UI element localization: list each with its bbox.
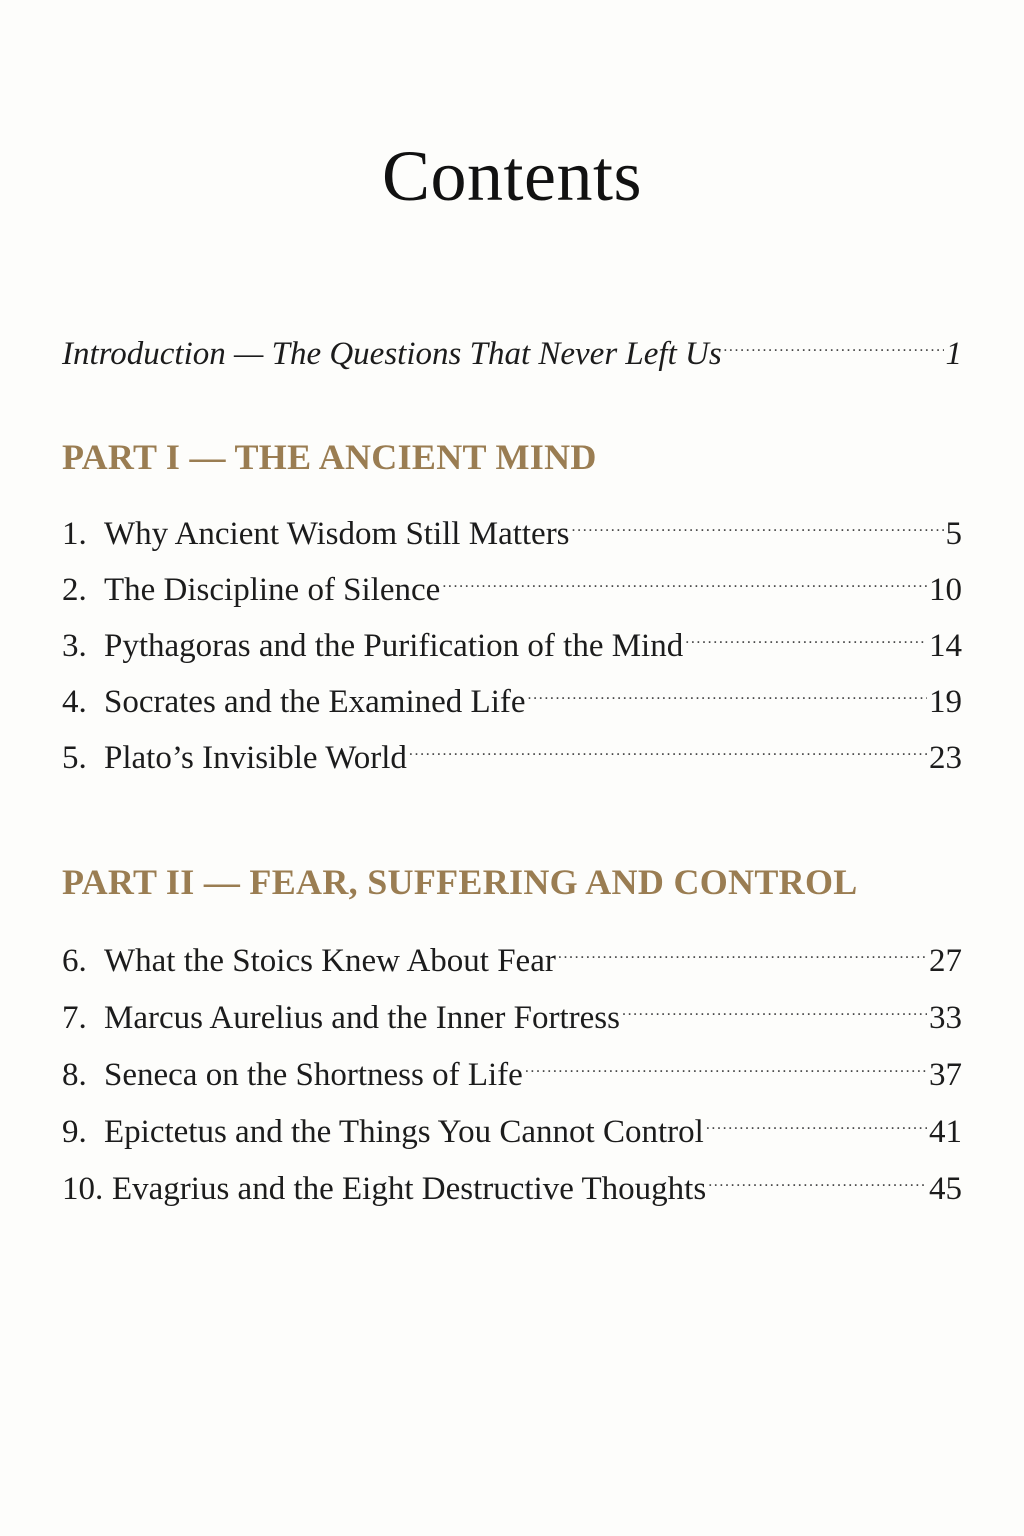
chapter-page: 14 — [929, 628, 962, 664]
toc-entry-introduction[interactable] — [62, 320, 962, 372]
toc-entry[interactable] — [62, 556, 962, 608]
chapter-page: 41 — [929, 1114, 962, 1150]
chapter-page: 33 — [929, 1000, 962, 1036]
part-heading: PART I — THE ANCIENT MIND — [62, 437, 597, 477]
chapter-page: 5 — [945, 516, 962, 552]
chapter-title: Epictetus and the Things You Cannot Control — [104, 1114, 704, 1150]
toc-entry[interactable] — [62, 668, 962, 720]
toc-entry[interactable] — [62, 927, 962, 979]
chapter-title: Pythagoras and the Purification of the Mind — [104, 628, 684, 664]
chapter-page: 37 — [929, 1057, 962, 1093]
chapter-number: 3. — [62, 628, 87, 664]
dot-leader — [525, 1041, 927, 1085]
chapter-page: 10 — [929, 572, 962, 608]
chapter-page: 19 — [929, 684, 962, 720]
chapter-number: 6. — [62, 943, 87, 979]
chapter-title: Plato’s Invisible World — [104, 740, 407, 776]
chapter-number: 9. — [62, 1114, 87, 1150]
chapter-number: 2. — [62, 572, 87, 608]
dot-leader — [442, 556, 927, 600]
chapter-number: 10. — [62, 1171, 104, 1207]
dot-leader — [572, 500, 944, 544]
chapter-number: 5. — [62, 740, 87, 776]
dot-leader — [724, 320, 944, 364]
dot-leader — [409, 724, 927, 768]
toc-entry[interactable] — [62, 724, 962, 776]
chapter-title: Evagrius and the Eight Destructive Thoughts — [112, 1171, 707, 1207]
chapter-number: 7. — [62, 1000, 87, 1036]
part-heading: PART II — FEAR, SUFFERING AND CONTROL — [62, 862, 858, 902]
toc-entry[interactable] — [62, 500, 962, 552]
page-title: Contents — [381, 136, 642, 216]
chapter-title: Marcus Aurelius and the Inner Fortress — [104, 1000, 620, 1036]
toc-entry[interactable] — [62, 1155, 962, 1207]
toc-entry[interactable] — [62, 984, 962, 1036]
dot-leader — [622, 984, 927, 1028]
dot-leader — [528, 668, 927, 712]
toc-entry[interactable] — [62, 612, 962, 664]
dot-leader — [706, 1098, 927, 1142]
dot-leader — [708, 1155, 927, 1199]
chapter-number: 8. — [62, 1057, 87, 1093]
chapter-title: Why Ancient Wisdom Still Matters — [104, 516, 570, 552]
chapter-page: 23 — [929, 740, 962, 776]
chapter-number: 1. — [62, 516, 87, 552]
chapter-title: The Discipline of Silence — [104, 572, 441, 608]
dot-leader — [558, 927, 927, 971]
chapter-title: Seneca on the Shortness of Life — [104, 1057, 523, 1093]
toc-entry-page: 1 — [945, 336, 962, 372]
dot-leader — [685, 612, 927, 656]
chapter-page: 27 — [929, 943, 962, 979]
chapter-page: 45 — [929, 1171, 962, 1207]
toc-entry[interactable] — [62, 1041, 962, 1093]
chapter-title: Socrates and the Examined Life — [104, 684, 526, 720]
chapter-title: What the Stoics Knew About Fear — [104, 943, 556, 979]
toc-entry-label: Introduction — The Questions That Never Left Us — [62, 336, 722, 372]
toc-entry[interactable] — [62, 1098, 962, 1150]
chapter-number: 4. — [62, 684, 87, 720]
